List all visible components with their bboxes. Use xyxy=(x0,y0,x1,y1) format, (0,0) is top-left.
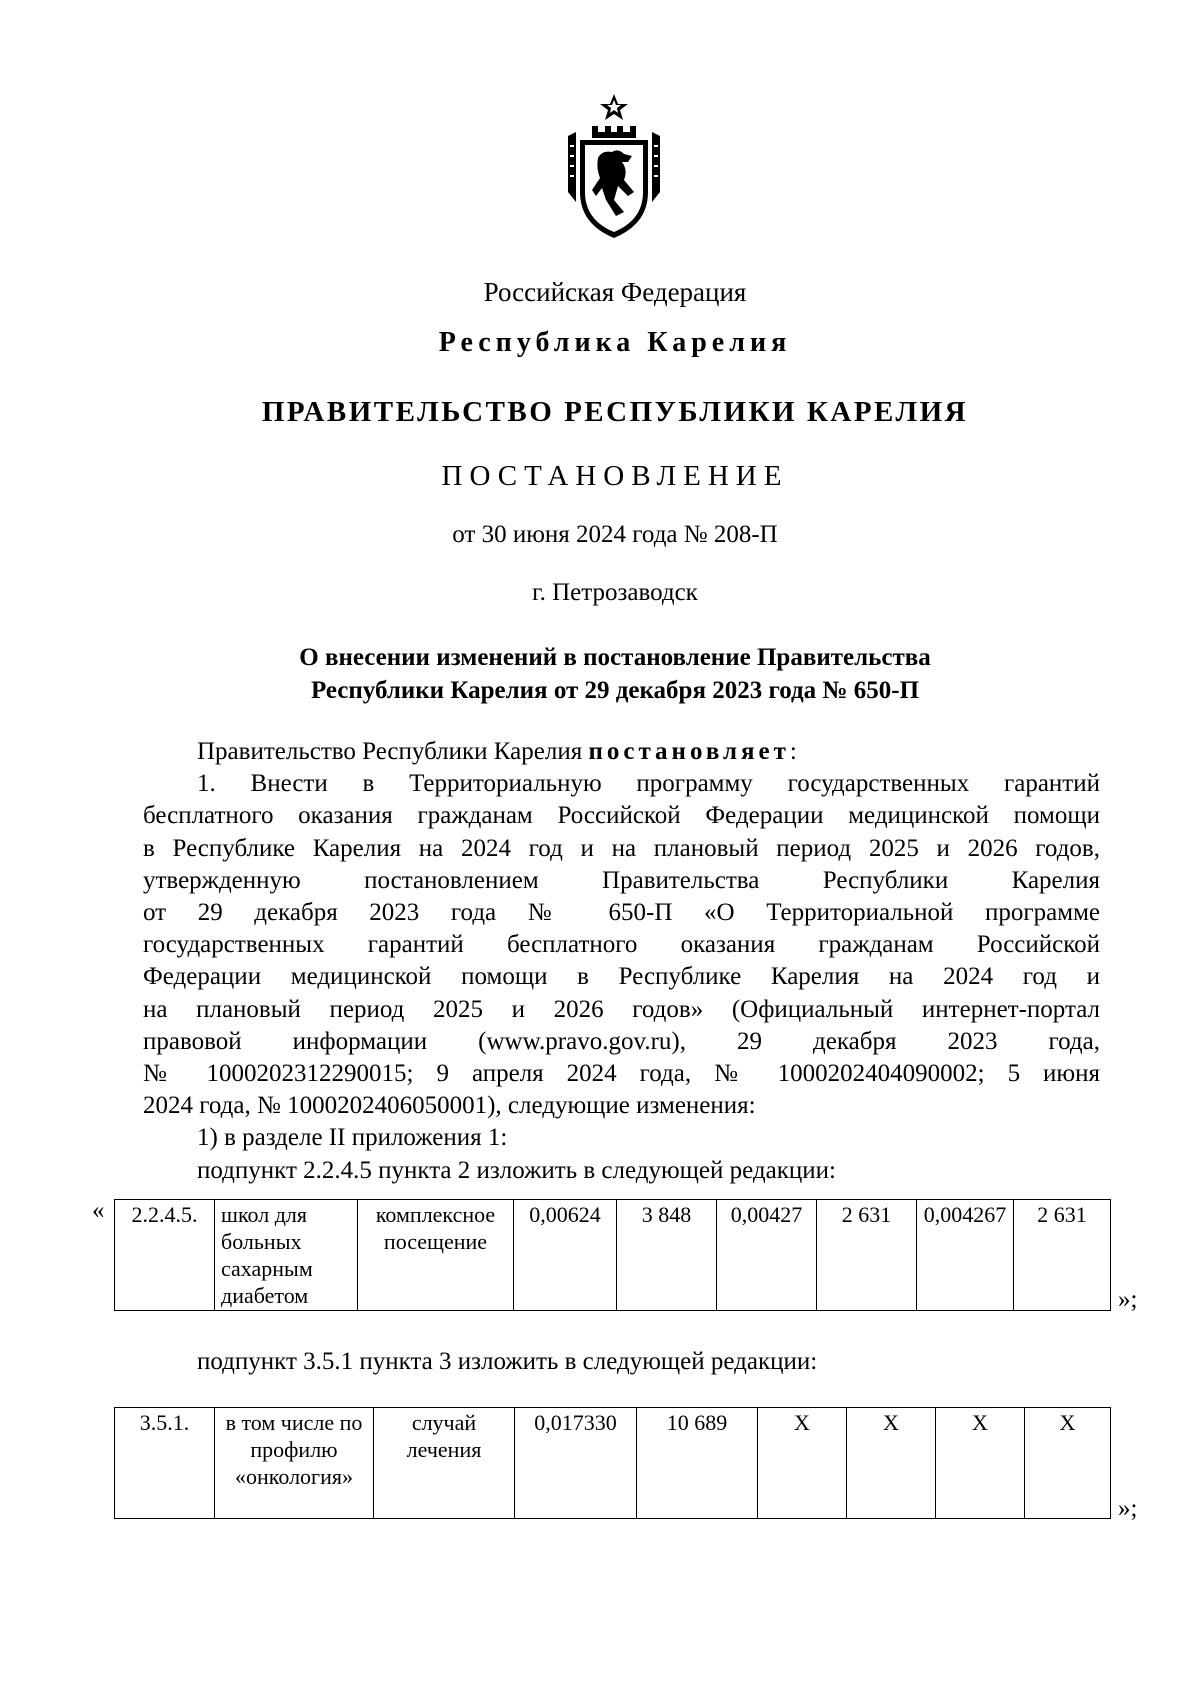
republic-heading: Республика Карелия xyxy=(438,327,792,358)
table-cell: 0,00427 xyxy=(717,1200,817,1311)
government-heading: ПРАВИТЕЛЬСТВО РЕСПУБЛИКИ КАРЕЛИЯ xyxy=(261,396,969,428)
paragraph-line: 1. Внести в Территориальную программу государственных гарантий xyxy=(197,770,1100,798)
close-quote: »; xyxy=(1118,1286,1138,1313)
table-cell: 2.2.4.5. xyxy=(115,1200,215,1311)
paragraph-line: правовой информации (www.pravo.gov.ru), 29 декабря 2023 года, xyxy=(143,1027,1100,1055)
table-cell: X xyxy=(758,1408,847,1519)
body-text-2 xyxy=(143,1346,1100,1378)
table-cell: школ для больных сахарным диабетом xyxy=(215,1200,358,1311)
table-cell: 3 848 xyxy=(617,1200,717,1311)
table-cell: X xyxy=(847,1408,936,1519)
paragraph-line: государственных гарантий бесплатного оказания гражданам Российской xyxy=(143,931,1100,959)
paragraph-line: № 1000202312290015; 9 апреля 2024 года, № 1000202404090002; 5 июня xyxy=(143,1060,1100,1088)
paragraph-line: бесплатного оказания гражданам Российской Федерации медицинской помощи xyxy=(143,802,1100,830)
close-quote: »; xyxy=(1118,1495,1138,1522)
decree-word: постановляет xyxy=(588,738,790,765)
table-cell: 0,00624 xyxy=(514,1200,617,1311)
open-quote: « xyxy=(92,1197,105,1224)
table-cell: X xyxy=(1025,1408,1111,1519)
document-title-line: О внесении изменений в постановление Правительства xyxy=(299,644,931,671)
amendment-table-2 xyxy=(114,1407,1111,1519)
table-cell: 2 631 xyxy=(1014,1200,1111,1311)
document-title-line: Республики Карелия от 29 декабря 2023 года № 650-П xyxy=(310,677,920,704)
intro-paragraph xyxy=(143,736,1100,768)
table-row xyxy=(115,1200,1111,1311)
body-text xyxy=(143,736,1100,1187)
paragraph-line: Федерации медицинской помощи в Республике Карелия на 2024 год и xyxy=(143,963,1100,991)
karelia-coat-of-arms-icon xyxy=(562,92,666,242)
paragraph-line: от 29 декабря 2023 года № 650-П «О Территориальной программе xyxy=(143,899,1100,927)
intro-colon: : xyxy=(789,738,797,765)
table-cell: случай лечения xyxy=(374,1408,515,1519)
paragraph-line: в Республике Карелия на 2024 год и на плановый период 2025 и 2026 годов, xyxy=(143,834,1100,862)
table-cell: комплексное посещение xyxy=(358,1200,514,1311)
document-type-heading: ПОСТАНОВЛЕНИЕ xyxy=(441,460,789,492)
federation-heading: Российская Федерация xyxy=(483,277,747,307)
document-city: г. Петрозаводск xyxy=(532,579,698,606)
subitem-line: 1) в разделе II приложения 1: xyxy=(197,1124,508,1152)
paragraph-line: утвержденную постановлением Правительства Республики Карелия xyxy=(143,866,1100,894)
amendment-table-1 xyxy=(114,1199,1111,1311)
table-cell: 0,017330 xyxy=(515,1408,637,1519)
subitem-intro-line: подпункт 3.5.1 пункта 3 изложить в следующей редакции: xyxy=(197,1348,818,1375)
table-cell: 3.5.1. xyxy=(115,1408,215,1519)
subitem-intro-line: подпункт 2.2.4.5 пункта 2 изложить в следующей редакции: xyxy=(197,1156,836,1184)
table-cell: X xyxy=(936,1408,1025,1519)
table-cell: в том числе по профилю «онкология» xyxy=(215,1408,374,1519)
intro-text: Правительство Республики Карелия xyxy=(197,738,589,765)
paragraph-line: 2024 года, № 1000202406050001), следующие изменения: xyxy=(143,1092,756,1120)
document-date-number: от 30 июня 2024 года № 208-П xyxy=(452,521,778,548)
table-cell: 2 631 xyxy=(817,1200,917,1311)
table-row xyxy=(115,1408,1111,1519)
table-cell: 10 689 xyxy=(637,1408,758,1519)
paragraph-line: на плановый период 2025 и 2026 годов» (Официальный интернет-портал xyxy=(143,995,1100,1023)
table-cell: 0,004267 xyxy=(917,1200,1014,1311)
document-title xyxy=(0,641,1200,707)
